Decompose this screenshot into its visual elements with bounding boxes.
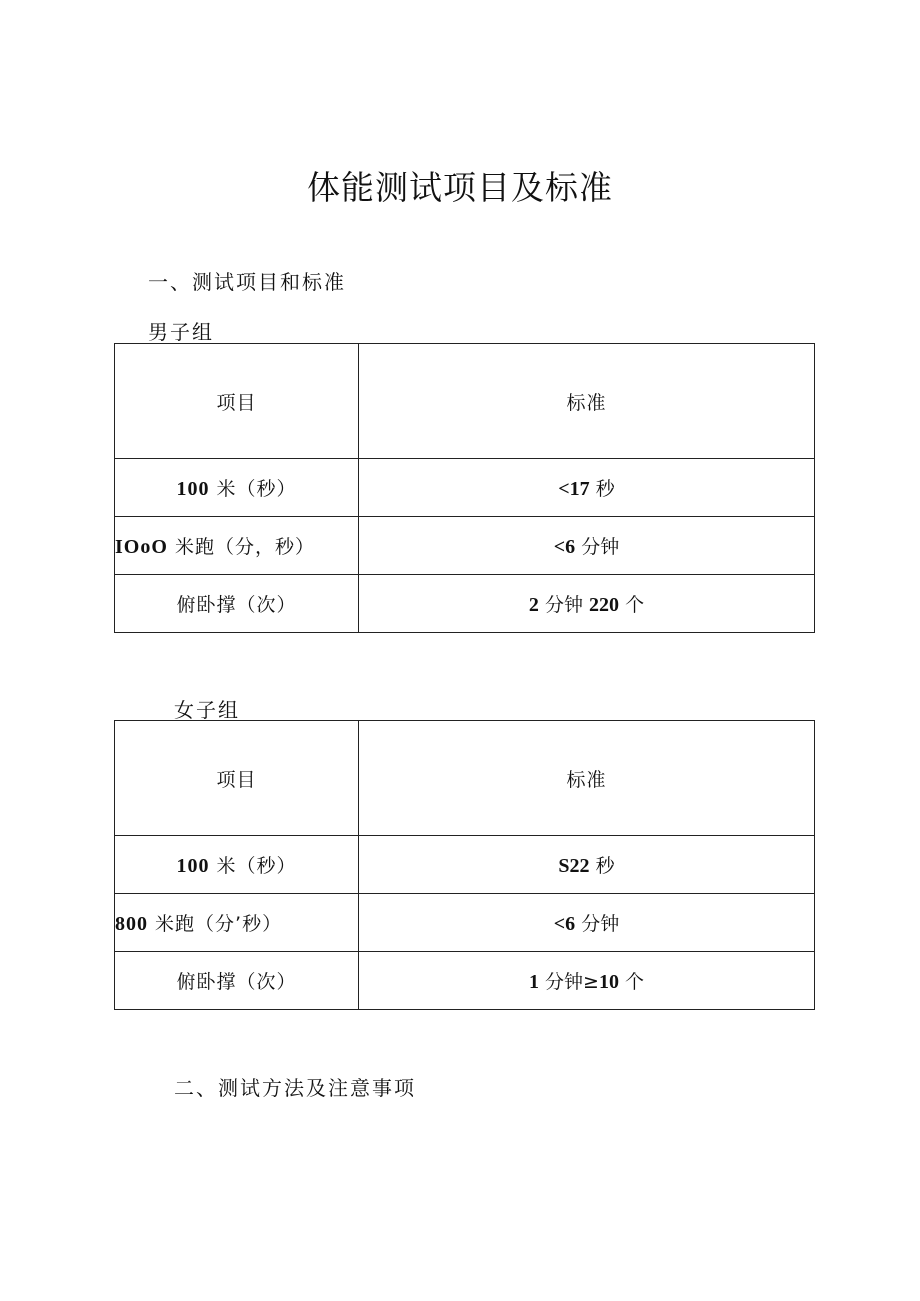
standard-number: <17 bbox=[558, 478, 590, 500]
standard-text: 秒 bbox=[595, 855, 615, 877]
item-cell bbox=[115, 952, 359, 1010]
standard-text: 分钟≥ bbox=[545, 971, 599, 993]
standard-number: 2 bbox=[528, 594, 539, 616]
table-row bbox=[115, 575, 815, 633]
header-item: 项目 bbox=[115, 344, 359, 459]
table-row bbox=[115, 894, 815, 952]
document-title: 体能测试项目及标准 bbox=[307, 168, 613, 207]
item-number: 800 bbox=[115, 913, 148, 935]
standard-number-2: 220 bbox=[589, 594, 620, 616]
table-row bbox=[115, 517, 815, 575]
item-text: 俯卧撑（次） bbox=[176, 594, 297, 616]
standard-cell bbox=[359, 575, 815, 633]
item-text: 俯卧撑（次） bbox=[176, 971, 297, 993]
item-cell bbox=[115, 836, 359, 894]
standard-text-2: 个 bbox=[625, 594, 645, 616]
female-standards-table bbox=[114, 720, 815, 1010]
standard-text: 分钟 bbox=[581, 536, 620, 558]
standard-cell bbox=[359, 952, 815, 1010]
item-cell bbox=[115, 459, 359, 517]
section-1-heading: 一、测试项目和标准 bbox=[148, 270, 346, 294]
item-number: 100 bbox=[176, 855, 210, 877]
table-row bbox=[115, 836, 815, 894]
female-group-label: 女子组 bbox=[174, 698, 240, 722]
item-number: 100 bbox=[176, 478, 210, 500]
standard-number: <6 bbox=[553, 536, 576, 558]
standard-text: 分钟 bbox=[581, 913, 620, 935]
item-cell bbox=[115, 894, 359, 952]
header-standard: 标准 bbox=[359, 721, 815, 836]
standard-number: <6 bbox=[553, 913, 576, 935]
standard-number: 1 bbox=[528, 971, 539, 993]
table-header-row bbox=[115, 344, 815, 459]
item-cell bbox=[115, 517, 359, 575]
standard-number: S22 bbox=[558, 855, 590, 877]
standard-text: 秒 bbox=[595, 478, 615, 500]
standard-cell bbox=[359, 894, 815, 952]
table-header-row bbox=[115, 721, 815, 836]
standard-cell bbox=[359, 517, 815, 575]
table-row bbox=[115, 952, 815, 1010]
male-standards-table bbox=[114, 343, 815, 633]
standard-number-2: 10 bbox=[598, 971, 619, 993]
item-text: 米跑（分，秒） bbox=[174, 536, 315, 558]
standard-text-2: 个 bbox=[625, 971, 645, 993]
standard-cell bbox=[359, 836, 815, 894]
item-text: 米（秒） bbox=[216, 478, 297, 500]
section-2-heading: 二、测试方法及注意事项 bbox=[174, 1076, 416, 1100]
male-group-label: 男子组 bbox=[148, 320, 214, 344]
item-number: IOoO bbox=[115, 536, 168, 558]
item-cell bbox=[115, 575, 359, 633]
standard-text: 分钟 bbox=[544, 594, 583, 616]
header-standard: 标准 bbox=[359, 344, 815, 459]
standard-cell bbox=[359, 459, 815, 517]
item-text: 米（秒） bbox=[216, 855, 297, 877]
table-row bbox=[115, 459, 815, 517]
header-item: 项目 bbox=[115, 721, 359, 836]
item-text: 米跑（分’秒） bbox=[155, 913, 283, 935]
